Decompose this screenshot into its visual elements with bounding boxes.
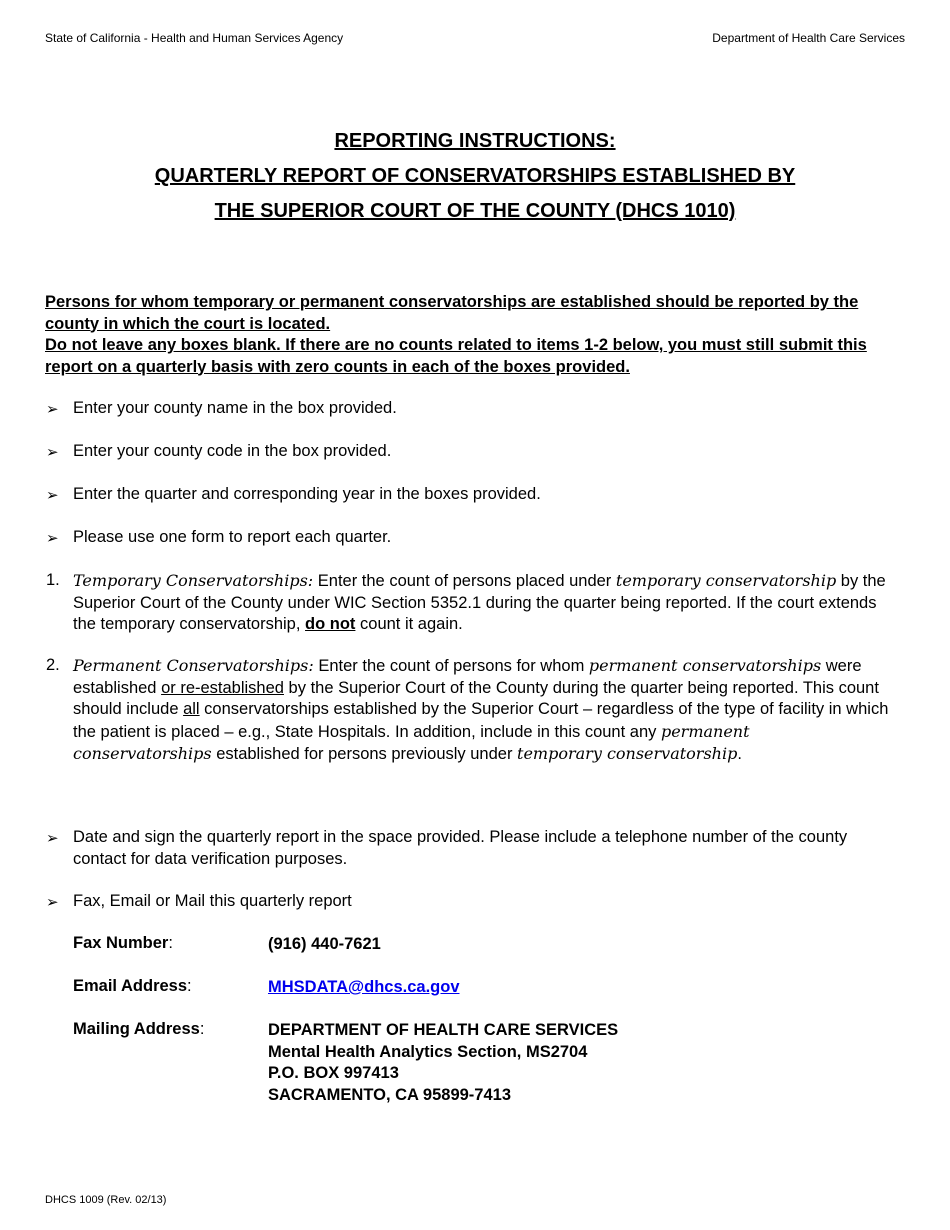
- text: .: [737, 745, 742, 763]
- text-italic: temporary conservatorship: [517, 744, 738, 763]
- bullet-date-sign: Date and sign the quarterly report in the space provided. Please include a telephone number of the county contact for data verification purposes.: [73, 828, 848, 868]
- bullet-submit-methods: Fax, Email or Mail this quarterly report: [73, 892, 352, 910]
- intro-line-1: Persons for whom temporary or permanent conservatorships are established should be reported by the county in which the court is located.: [45, 293, 859, 333]
- title-line-2: QUARTERLY REPORT OF CONSERVATORSHIPS ESTABLISHED BY: [154, 165, 796, 187]
- text-italic: permanent conservatorships: [588, 656, 822, 675]
- text-emphasis: do not: [305, 615, 356, 633]
- item-permanent-conservatorships: [73, 655, 893, 766]
- mailing-line: Mental Health Analytics Section, MS2704: [268, 1042, 588, 1061]
- bullet-one-form: Please use one form to report each quarter.: [73, 528, 392, 546]
- fax-label-text: Fax Number: [73, 934, 169, 952]
- colon: :: [168, 934, 173, 952]
- mailing-address: [268, 1020, 618, 1106]
- mailing-label-text: Mailing Address: [73, 1020, 200, 1038]
- term-permanent: Permanent Conservatorships:: [73, 656, 314, 675]
- arrow-bullet-icon: ➢: [46, 401, 59, 418]
- text-italic: permanent conservatorships: [73, 721, 750, 763]
- text-italic: temporary conservatorship: [615, 571, 837, 590]
- colon: :: [199, 1020, 205, 1038]
- fax-label: [73, 934, 173, 953]
- item-number-1: 1.: [46, 571, 60, 589]
- arrow-bullet-icon: ➢: [46, 487, 59, 504]
- email-address: [268, 977, 460, 999]
- intro-paragraph: [45, 292, 915, 378]
- text: by the Superior Court of the County during the quarter being reported. This count should include: [73, 678, 879, 718]
- header-agency: State of California - Health and Human Services Agency: [45, 31, 344, 45]
- text: were established: [73, 657, 862, 697]
- mailing-line: P.O. BOX 997413: [268, 1064, 399, 1082]
- bullet-county-code: Enter your county code in the box provided.: [73, 442, 392, 460]
- text-underline: or re-established: [161, 678, 284, 697]
- form-footer: DHCS 1009 (Rev. 02/13): [45, 1194, 167, 1206]
- mailing-line: SACRAMENTO, CA 95899-7413: [268, 1085, 512, 1104]
- arrow-bullet-icon: ➢: [46, 444, 59, 461]
- mailing-label: [73, 1020, 204, 1039]
- term-temporary: Temporary Conservatorships:: [73, 571, 314, 590]
- intro-line-2: Do not leave any boxes blank. If there are no counts related to items 1-2 below, you must still submit this report on a quarterly basis with zero counts in each of the boxes provided.: [45, 336, 867, 376]
- text: by the Superior Court of the County under WIC Section 5352.1 during the quarter being reported. If the court extends the temporary conservatorship,: [73, 572, 886, 633]
- arrow-bullet-icon: ➢: [46, 894, 59, 911]
- arrow-bullet-icon: ➢: [46, 530, 59, 547]
- text: Enter the count of persons for whom: [313, 657, 589, 675]
- colon: :: [187, 977, 192, 995]
- item-number-2: 2.: [46, 656, 60, 674]
- text: established for persons previously under: [211, 745, 518, 763]
- header-department: Department of Health Care Services: [712, 31, 905, 45]
- text: Enter the count of persons placed under: [313, 572, 616, 590]
- item-temporary-conservatorships: [73, 570, 893, 636]
- text-underline: all: [183, 700, 200, 718]
- bullet-quarter-year: Enter the quarter and corresponding year in the boxes provided.: [73, 485, 541, 503]
- mailing-line: DEPARTMENT OF HEALTH CARE SERVICES: [268, 1021, 619, 1039]
- title-line-1: REPORTING INSTRUCTIONS:: [334, 130, 616, 152]
- fax-number: (916) 440-7621: [268, 935, 381, 953]
- title-line-3: THE SUPERIOR COURT OF THE COUNTY (DHCS 1010): [214, 200, 736, 222]
- bullet-county-name: Enter your county name in the box provided.: [73, 399, 397, 417]
- text: conservatorships established by the Superior Court – regardless of the type of facility in which the patient is placed – e.g., State Hospitals. In addition, include in this count any: [73, 700, 889, 741]
- email-link[interactable]: MHSDATA@dhcs.ca.gov: [268, 978, 460, 996]
- arrow-bullet-icon: ➢: [46, 830, 59, 847]
- text: count it again.: [355, 615, 463, 633]
- email-label-text: Email Address: [73, 977, 188, 995]
- email-label: [73, 977, 192, 996]
